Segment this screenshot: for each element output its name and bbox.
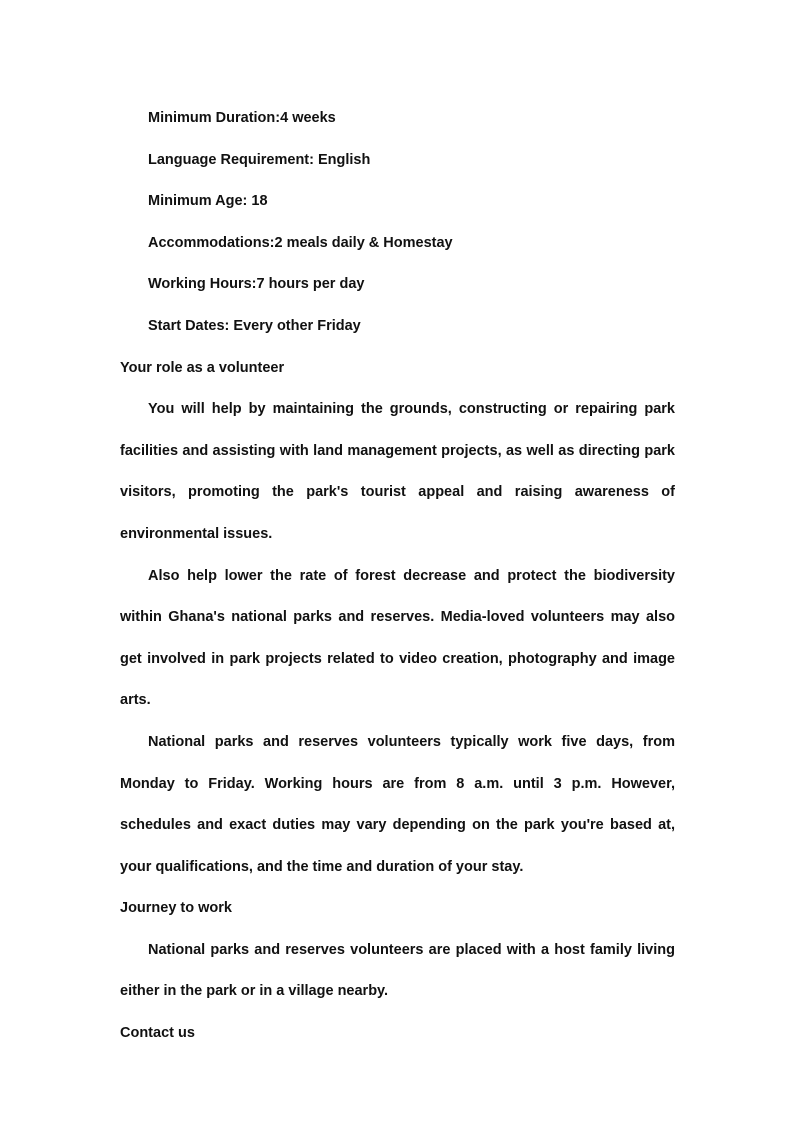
detail-minimum-duration: Minimum Duration:4 weeks xyxy=(148,110,336,126)
role-paragraph-2: Also help lower the rate of forest decrease and protect the biodiversity within Ghana's national parks and reserves. Media-loved volunteers may also get involved in park projects related to video creation, photography and image arts. xyxy=(120,567,675,709)
document-page xyxy=(120,98,675,1055)
program-details xyxy=(120,98,675,348)
detail-accommodations: Accommodations:2 meals daily & Homestay xyxy=(148,234,453,251)
journey-heading: Journey to work xyxy=(120,900,232,917)
role-paragraph-1: You will help by maintaining the grounds, constructing or repairing park facilities and assisting with land management projects, as well as directing park visitors, promoting the park's tourist appeal and raising awareness of environmental issues. xyxy=(120,401,675,542)
role-heading: Your role as a volunteer xyxy=(120,359,285,376)
journey-paragraph: National parks and reserves volunteers are placed with a host family living either in the park or in a village nearby. xyxy=(120,941,675,1000)
contact-heading: Contact us xyxy=(120,1025,195,1042)
detail-language-requirement: Language Requirement: English xyxy=(148,151,371,168)
role-paragraph-3: National parks and reserves volunteers typically work five days, from Monday to Friday. Working hours are from 8 a.m. until 3 p.m. However, schedules and exact duties may vary depending on the park you're based at, your qualifications, and the time and duration of your stay. xyxy=(120,733,675,875)
detail-minimum-age: Minimum Age: 18 xyxy=(148,193,268,210)
detail-working-hours: Working Hours:7 hours per day xyxy=(148,276,365,293)
detail-start-dates: Start Dates: Every other Friday xyxy=(148,317,361,334)
